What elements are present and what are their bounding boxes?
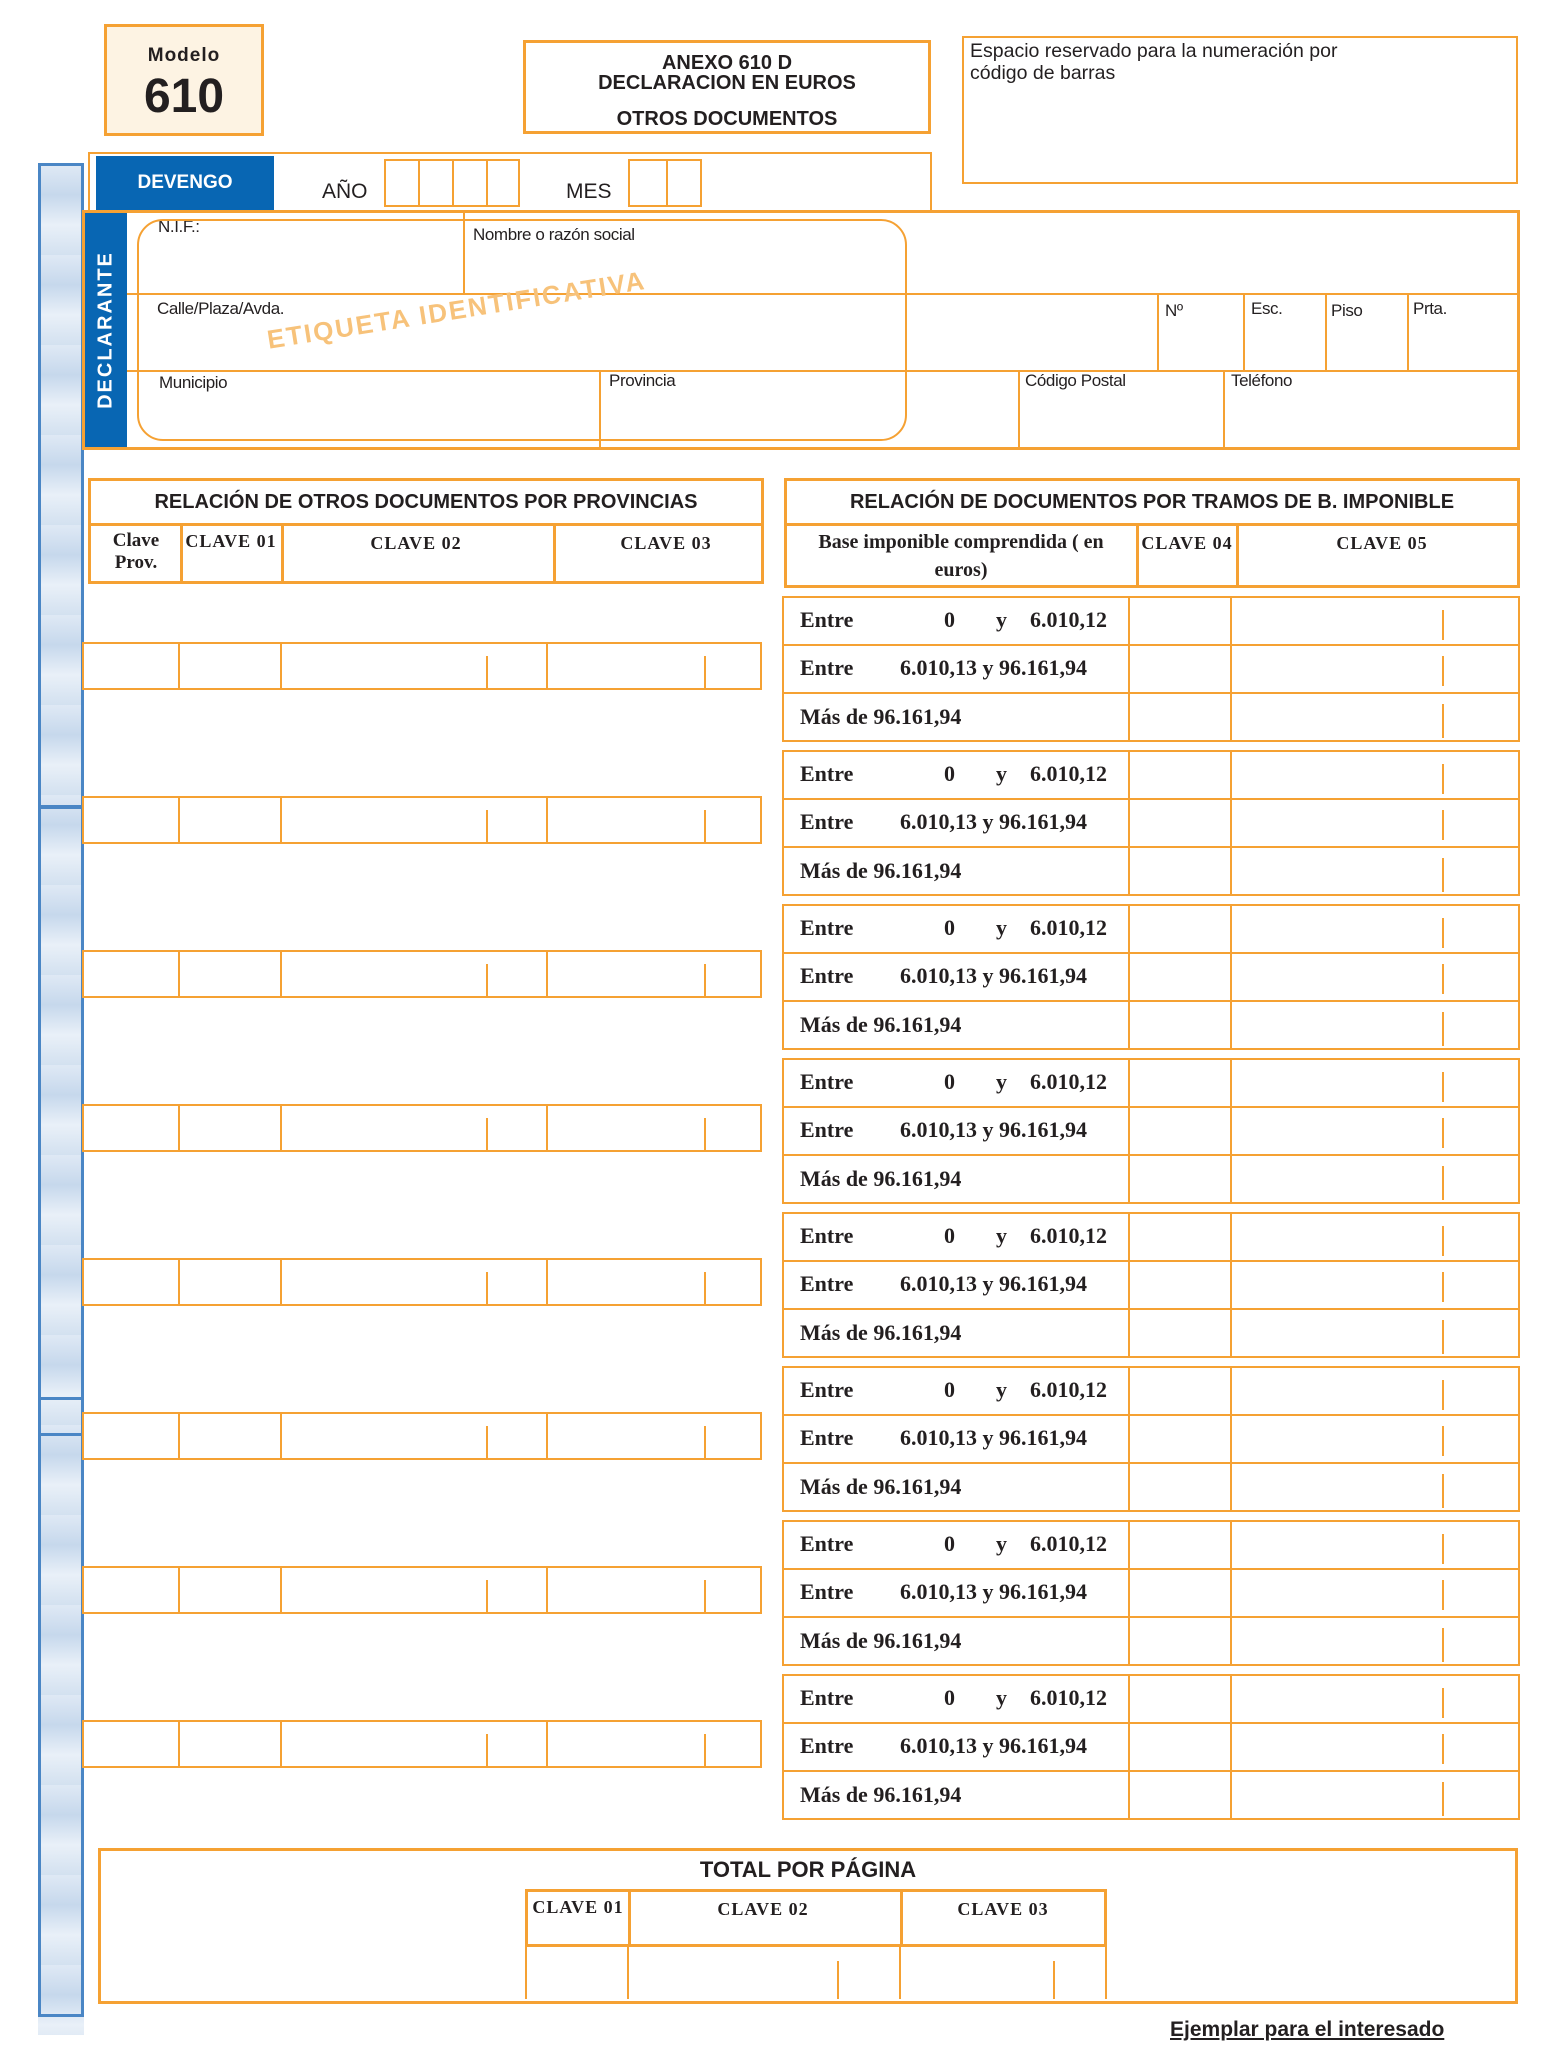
total-clave03-input[interactable] [903,1951,1103,1995]
clave01-input[interactable] [182,1416,278,1458]
tramo3-mas: Más de 96.161,94 [800,1782,962,1807]
tramo2-entre: Entre [800,1117,854,1142]
tramo2-range: 6.010,13 y 96.161,94 [900,655,1087,680]
clave05-input[interactable] [1234,850,1514,892]
clave02-input[interactable] [284,1262,542,1304]
clave-prov-input[interactable] [86,954,176,996]
clave05-input[interactable] [1234,1110,1514,1150]
province-row [82,796,762,844]
tramo2-entre: Entre [800,963,854,988]
clave05-input[interactable] [1234,1726,1514,1766]
clave05-input[interactable] [1234,648,1514,688]
calle-label: Calle/Plaza/Avda. [157,299,285,318]
clave05-input[interactable] [1234,754,1514,794]
clave04-input[interactable] [1132,1004,1226,1046]
clave05-input[interactable] [1234,600,1514,640]
tramo2-range: 6.010,13 y 96.161,94 [900,1425,1087,1450]
col-clave01: CLAVE 01 [185,531,277,551]
tramo1-to: 6.010,12 [1030,1069,1107,1094]
tramo1-entre: Entre [800,1531,854,1556]
telefono-label: Teléfono [1231,371,1293,390]
clave04-input[interactable] [1132,802,1226,842]
clave05-input[interactable] [1234,1216,1514,1256]
tramo2-range: 6.010,13 y 96.161,94 [900,1579,1087,1604]
tramo1-to: 6.010,12 [1030,915,1107,940]
tramo3-mas: Más de 96.161,94 [800,1166,962,1191]
tramo-group [782,1058,1520,1204]
tramo1-to: 6.010,12 [1030,607,1107,632]
title-box [523,40,931,134]
left-section-title: RELACIÓN DE OTROS DOCUMENTOS POR PROVINCIAS [154,491,698,513]
tramo1-from: 0 [944,1223,955,1248]
clave02-input[interactable] [284,1416,542,1458]
barcode-space [962,36,1518,184]
clave04-input[interactable] [1132,850,1226,892]
barcode-text: Espacio reservado para la numeración por código de barras [970,40,1338,84]
month-boxes [628,159,702,207]
col-clave-prov: Clave Prov. [112,530,160,573]
clave04-input[interactable] [1132,956,1226,996]
nombre-label: Nombre o razón social [473,225,635,244]
right-section-title: RELACIÓN DE DOCUMENTOS POR TRAMOS DE B. IMPONIBLE [849,491,1455,513]
clave01-input[interactable] [182,1724,278,1766]
tramo-group [782,1366,1520,1512]
tramo1-to: 6.010,12 [1030,1223,1107,1248]
tramo1-to: 6.010,12 [1030,1377,1107,1402]
clave-prov-input[interactable] [86,800,176,842]
tramo1-to: 6.010,12 [1030,1685,1107,1710]
tramo1-y: y [996,1377,1007,1402]
clave03-input[interactable] [550,646,760,688]
clave05-input[interactable] [1234,1524,1514,1564]
tramo1-y: y [996,1223,1007,1248]
province-row [82,1258,762,1306]
clave05-input[interactable] [1234,1062,1514,1102]
tramo1-y: y [996,607,1007,632]
clave04-input[interactable] [1132,1062,1226,1102]
tramo1-to: 6.010,12 [1030,1531,1107,1556]
tramo2-entre: Entre [800,809,854,834]
municipio-label: Municipio [159,373,228,392]
tramo2-range: 6.010,13 y 96.161,94 [900,963,1087,988]
clave05-input[interactable] [1234,1466,1514,1508]
tramo1-entre: Entre [800,1223,854,1248]
codigo-postal-label: Código Postal [1025,371,1126,390]
modelo-label: Modelo [147,45,221,66]
clave-prov-input[interactable] [86,646,176,688]
etiqueta-area [137,219,907,441]
clave05-input[interactable] [1234,1418,1514,1458]
clave02-input[interactable] [284,1570,542,1612]
etiqueta-watermark: ETIQUETA IDENTIFICATIVA [265,265,649,355]
tramo3-mas: Más de 96.161,94 [800,1320,962,1345]
tramo1-y: y [996,1531,1007,1556]
total-box [98,1848,1518,2004]
total-col-clave02: CLAVE 02 [717,1899,809,1919]
tramo2-entre: Entre [800,1425,854,1450]
tramo-group [782,750,1520,896]
clave04-input[interactable] [1132,1678,1226,1718]
tramo3-mas: Más de 96.161,94 [800,858,962,883]
col-clave04: CLAVE 04 [1141,533,1233,553]
tramo1-entre: Entre [800,761,854,786]
tramo1-entre: Entre [800,915,854,940]
tramo1-from: 0 [944,761,955,786]
clave-prov-input[interactable] [86,1724,176,1766]
clave03-input[interactable] [550,1108,760,1150]
provincia-label: Provincia [609,371,676,390]
tramo1-y: y [996,761,1007,786]
tramo1-from: 0 [944,915,955,940]
clave01-input[interactable] [182,1262,278,1304]
tramo-group [782,1674,1520,1820]
total-title: TOTAL POR PÁGINA [699,1857,917,1882]
total-clave01-input[interactable] [529,1951,625,1995]
year-label: AÑO [322,180,368,203]
ejemplar-label: Ejemplar para el interesado [1170,2018,1445,2041]
tramo1-from: 0 [944,607,955,632]
tramo1-entre: Entre [800,1377,854,1402]
left-margin-frame-mid [38,806,84,1436]
clave01-input[interactable] [182,954,278,996]
tramo1-from: 0 [944,1069,955,1094]
tramo3-mas: Más de 96.161,94 [800,704,962,729]
clave03-input[interactable] [550,1724,760,1766]
tramo2-range: 6.010,13 y 96.161,94 [900,1117,1087,1142]
province-row [82,1566,762,1614]
nif-label: N.I.F.: [158,217,200,236]
clave05-input[interactable] [1234,1370,1514,1410]
clave05-input[interactable] [1234,1004,1514,1046]
esc-label: Esc. [1251,299,1283,318]
tramo1-y: y [996,915,1007,940]
total-clave02-input[interactable] [631,1951,895,1995]
clave-prov-input[interactable] [86,1108,176,1150]
clave04-input[interactable] [1132,1312,1226,1354]
clave04-input[interactable] [1132,648,1226,688]
devengo-row [88,152,932,212]
clave03-input[interactable] [550,800,760,842]
tramo1-from: 0 [944,1685,955,1710]
month-input[interactable] [630,161,700,205]
tramo3-mas: Más de 96.161,94 [800,1474,962,1499]
col-clave02: CLAVE 02 [370,533,462,553]
clave-prov-input[interactable] [86,1262,176,1304]
modelo-number: 610 [143,70,225,123]
clave04-input[interactable] [1132,1370,1226,1410]
col-clave05: CLAVE 05 [1336,533,1428,553]
province-row [82,950,762,998]
tramo1-from: 0 [944,1531,955,1556]
declarante-block [82,210,1520,450]
clave03-input[interactable] [550,1416,760,1458]
tramo2-range: 6.010,13 y 96.161,94 [900,1733,1087,1758]
clave05-input[interactable] [1234,1264,1514,1304]
year-boxes [384,159,520,207]
clave-prov-input[interactable] [86,1416,176,1458]
tramo2-range: 6.010,13 y 96.161,94 [900,1271,1087,1296]
clave04-input[interactable] [1132,908,1226,948]
clave05-input[interactable] [1234,802,1514,842]
left-section-title-box [88,478,764,526]
prta-label: Prta. [1413,299,1447,318]
month-label: MES [566,180,612,203]
tramo-group [782,1212,1520,1358]
total-col-clave03: CLAVE 03 [957,1899,1049,1919]
clave02-input[interactable] [284,1108,542,1150]
col-clave03: CLAVE 03 [620,533,712,553]
declarante-side-label: DECLARANTE [85,213,127,447]
clave04-input[interactable] [1132,1620,1226,1662]
clave02-input[interactable] [284,954,542,996]
right-section-title-box [784,478,1520,526]
tramo2-entre: Entre [800,1733,854,1758]
clave04-input[interactable] [1132,1216,1226,1256]
left-margin-frame-bottom [38,1397,84,2017]
tramo1-y: y [996,1069,1007,1094]
province-row [82,1720,762,1768]
clave02-input[interactable] [284,800,542,842]
devengo-label: DEVENGO [96,156,274,210]
tramo2-entre: Entre [800,655,854,680]
tramo-group [782,596,1520,742]
clave03-input[interactable] [550,954,760,996]
clave04-input[interactable] [1132,1264,1226,1304]
clave05-input[interactable] [1234,696,1514,738]
clave02-input[interactable] [284,646,542,688]
total-values-row [525,1947,1107,1999]
tramo1-entre: Entre [800,607,854,632]
tramo1-y: y [996,1685,1007,1710]
clave05-input[interactable] [1234,1678,1514,1718]
title-line3: OTROS DOCUMENTOS [616,108,838,130]
clave04-input[interactable] [1132,600,1226,640]
numero-label: Nº [1165,301,1183,320]
clave04-input[interactable] [1132,754,1226,794]
tramo1-from: 0 [944,1377,955,1402]
col-base-imponible: Base imponible comprendida ( en euros) [818,531,1104,581]
clave04-input[interactable] [1132,1524,1226,1564]
title-line2: DECLARACION EN EUROS [598,72,856,94]
left-section-header [88,526,764,584]
tramo1-entre: Entre [800,1069,854,1094]
clave04-input[interactable] [1132,696,1226,738]
modelo-box [104,24,264,136]
tramo3-mas: Más de 96.161,94 [800,1628,962,1653]
clave04-input[interactable] [1132,1110,1226,1150]
clave05-input[interactable] [1234,1620,1514,1662]
piso-label: Piso [1331,301,1363,320]
tramo2-entre: Entre [800,1579,854,1604]
clave01-input[interactable] [182,1570,278,1612]
clave04-input[interactable] [1132,1726,1226,1766]
clave04-input[interactable] [1132,1418,1226,1458]
clave05-input[interactable] [1234,1312,1514,1354]
tramo2-entre: Entre [800,1271,854,1296]
clave04-input[interactable] [1132,1158,1226,1200]
tramo3-mas: Más de 96.161,94 [800,1012,962,1037]
clave02-input[interactable] [284,1724,542,1766]
clave01-input[interactable] [182,1108,278,1150]
clave04-input[interactable] [1132,1774,1226,1816]
clave05-input[interactable] [1234,908,1514,948]
clave04-input[interactable] [1132,1466,1226,1508]
clave05-input[interactable] [1234,956,1514,996]
tramo-group [782,1520,1520,1666]
tramo1-to: 6.010,12 [1030,761,1107,786]
clave03-input[interactable] [550,1570,760,1612]
total-col-clave01: CLAVE 01 [532,1897,624,1917]
province-row [82,642,762,690]
tramo2-range: 6.010,13 y 96.161,94 [900,809,1087,834]
province-row [82,1104,762,1152]
tramo1-entre: Entre [800,1685,854,1710]
right-section-header [784,526,1520,588]
title-line1: ANEXO 610 D [661,52,793,74]
clave-prov-input[interactable] [86,1570,176,1612]
year-input[interactable] [386,161,518,205]
total-header [525,1889,1107,1947]
province-row [82,1412,762,1460]
clave05-input[interactable] [1234,1158,1514,1200]
clave01-input[interactable] [182,646,278,688]
tramo-group [782,904,1520,1050]
clave05-input[interactable] [1234,1572,1514,1612]
clave04-input[interactable] [1132,1572,1226,1612]
clave05-input[interactable] [1234,1774,1514,1816]
left-margin-frame-top [38,163,84,808]
clave03-input[interactable] [550,1262,760,1304]
clave01-input[interactable] [182,800,278,842]
